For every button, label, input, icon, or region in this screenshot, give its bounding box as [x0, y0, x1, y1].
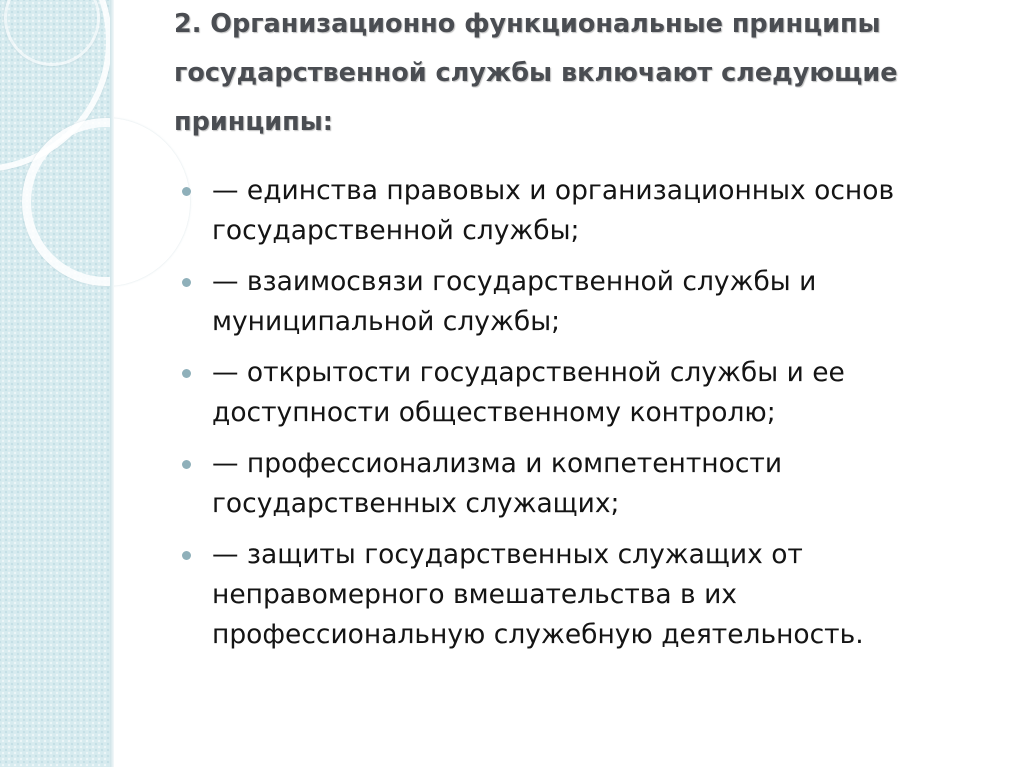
decorative-side-band — [0, 0, 110, 767]
list-item-text: — защиты государственных служащих от неправомерного вмешательства в их профессиональную служебную деятельность. — [212, 539, 864, 650]
bullet-icon — [182, 551, 191, 560]
list-item — [182, 262, 1002, 342]
decorative-ring — [22, 118, 190, 286]
list-item-text: — профессионализма и компетентности государственных служащих; — [212, 448, 783, 519]
bullet-icon — [182, 187, 191, 196]
bullet-list — [182, 171, 1002, 666]
bullet-icon — [182, 278, 191, 287]
bullet-icon — [182, 369, 191, 378]
list-item — [182, 535, 1002, 655]
list-item-text: — единства правовых и организационных основ государственной службы; — [212, 175, 895, 246]
band-divider — [110, 0, 114, 767]
list-item-text: — взаимосвязи государственной службы и муниципальной службы; — [212, 266, 817, 337]
list-item — [182, 353, 1002, 433]
list-item — [182, 171, 1002, 251]
bullet-icon — [182, 460, 191, 469]
list-item — [182, 444, 1002, 524]
list-item-text: — открытости государственной службы и ее доступности общественному контролю; — [212, 357, 845, 428]
slide-title: 2. Организационно функциональные принципы государственной службы включают следующие принципы: — [174, 9, 898, 137]
